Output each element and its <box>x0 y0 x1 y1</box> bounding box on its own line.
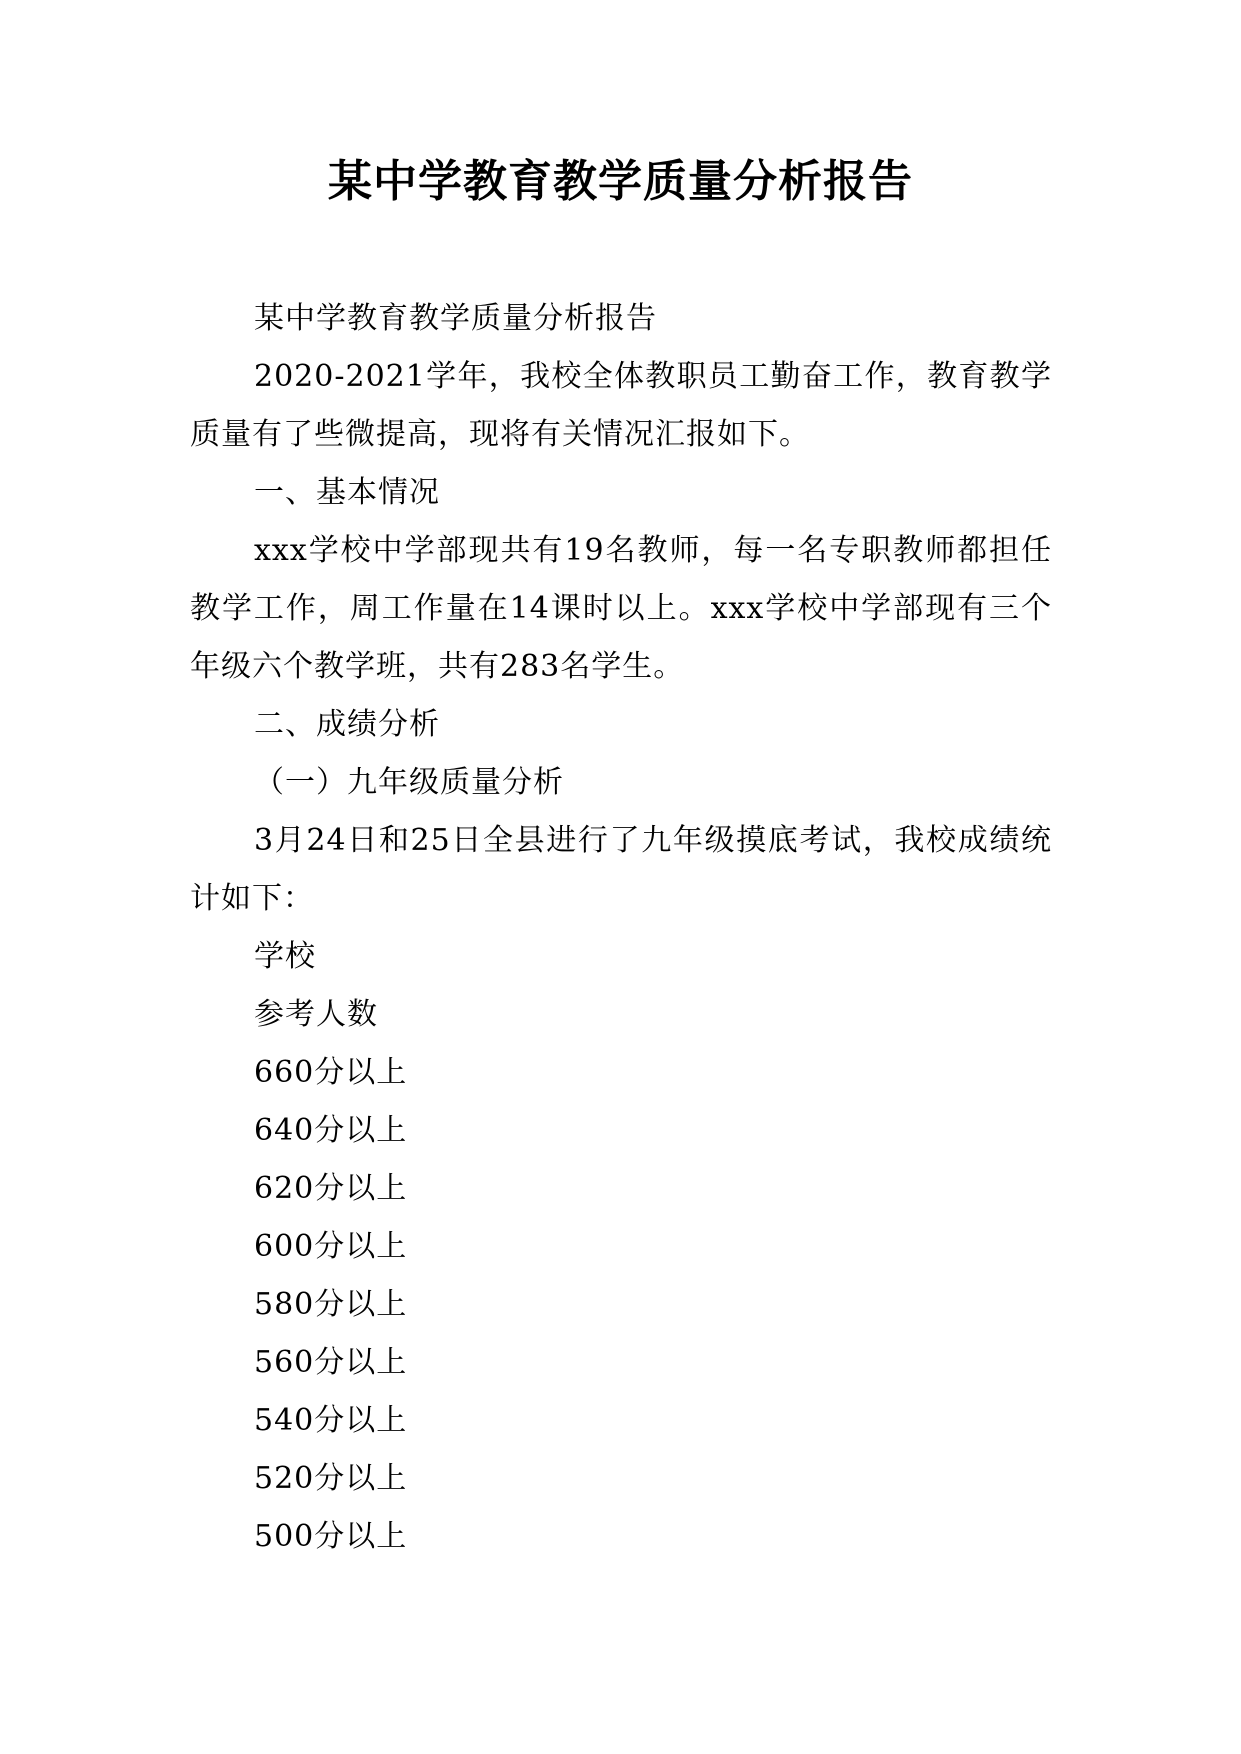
score-band-580: 580分以上 <box>254 1287 408 1322</box>
score-band-500: 500分以上 <box>254 1519 408 1554</box>
section-heading-score-analysis: 二、成绩分析 <box>254 707 440 742</box>
score-band-540: 540分以上 <box>254 1403 408 1438</box>
score-band-660: 660分以上 <box>254 1055 408 1090</box>
paragraph-basic-info: xxx学校中学部现共有19名教师，每一名专职教师都担任教学工作，周工作量在14课时以上。xxx学校中学部现有三个年级六个教学班，共有283名学生。 <box>190 533 1052 684</box>
paragraph-grade9-exam: 3月24日和25日全县进行了九年级摸底考试，我校成绩统计如下： <box>190 823 1052 916</box>
score-band-640: 640分以上 <box>254 1113 408 1148</box>
subsection-heading-grade9: （一）九年级质量分析 <box>254 765 564 800</box>
score-band-560: 560分以上 <box>254 1345 408 1380</box>
paragraph-subtitle: 某中学教育教学质量分析报告 <box>254 301 657 336</box>
section-heading-basic: 一、基本情况 <box>254 475 440 510</box>
score-band-620: 620分以上 <box>254 1171 408 1206</box>
document-body <box>190 290 1052 1566</box>
paragraph-intro: 2020-2021学年，我校全体教职员工勤奋工作，教育教学质量有了些微提高，现将有关情况汇报如下。 <box>190 359 1052 452</box>
document-title: 某中学教育教学质量分析报告 <box>328 156 913 207</box>
score-band-520: 520分以上 <box>254 1461 408 1496</box>
score-band-600: 600分以上 <box>254 1229 408 1264</box>
table-label-participants: 参考人数 <box>254 997 378 1032</box>
table-label-school: 学校 <box>254 939 316 974</box>
